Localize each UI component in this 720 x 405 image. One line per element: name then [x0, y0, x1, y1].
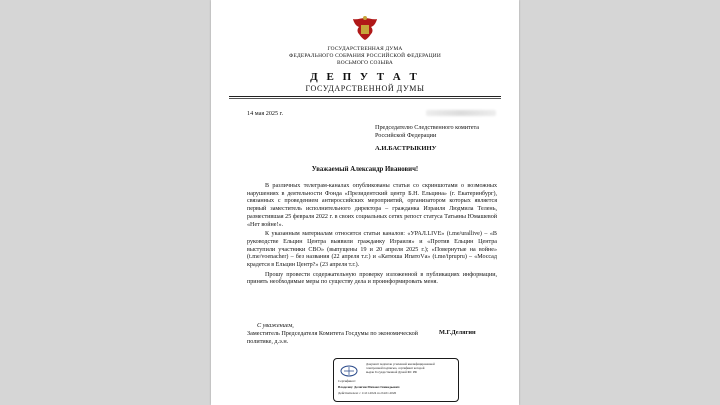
- header-divider: [229, 96, 501, 97]
- esign-line: электронной подписью, сертификат которой: [366, 366, 425, 370]
- deputy-subtitle: ГОСУДАРСТВЕННОЙ ДУМЫ: [305, 84, 425, 93]
- redacted-number: [426, 110, 496, 116]
- paragraph: В различных телеграм-каналах опубликованы статьи со скриншотами о возможных нарушениях в деятельности Фонда «Президентский центр Б.Н. Ельцина» (г. Екатеринбург), связанных с проведением антироссийских мероприятий, организатором которых является первый заместитель исполнительного директора – гражданка Израиля Людмила Телень, разместившая 25 февраля 2022 г. в своих социальных сетях репост статуса Татьяны Юмашевой «Нет войне!».: [247, 183, 497, 228]
- esign-line: выдан Государственной Думой ФС РФ: [366, 370, 418, 374]
- addressee-name: А.И.БАСТРЫКИНУ: [375, 145, 437, 152]
- deputy-title: Д Е П У Т А Т: [310, 71, 420, 83]
- greeting: Уважаемый Александр Иванович!: [311, 166, 419, 173]
- letter-body: [247, 183, 497, 289]
- esign-valid: Действителен: с 11.01.2024 по 04.01.2026: [338, 391, 397, 395]
- addressee-position: Председателю Следственного комитета Российской Федерации: [375, 124, 480, 139]
- esign-owner: Владелец: Делягин Михаил Геннадьевич: [338, 385, 400, 389]
- signature-name: М.Г.Делягин: [439, 329, 476, 336]
- header-line-convocation: ВОСЬМОГО СОЗЫВА: [337, 60, 393, 66]
- letter-page: [211, 0, 519, 405]
- signature-title: Заместитель Председателя Комитета Госдумы по экономической политике, д.э.н.: [247, 330, 418, 345]
- electronic-signature-stamp: [333, 358, 459, 402]
- coat-of-arms-icon: [349, 14, 381, 42]
- esign-cert: Сертификат:: [338, 379, 356, 383]
- signature-closing: С уважением,: [257, 322, 294, 329]
- esign-line: Документ подписан усиленной квалифицированной: [366, 362, 435, 366]
- header-line-duma: ГОСУДАРСТВЕННАЯ ДУМА: [327, 46, 403, 52]
- paragraph: Прошу провести содержательную проверку изложенной в публикациях информации, принять необходимые меры по существу дела и проинформировать меня.: [247, 271, 497, 286]
- letter-date: 14 мая 2025 г.: [247, 110, 284, 117]
- signature-emblem-icon: [339, 365, 359, 377]
- paragraph: К указанным материалам относятся статьи каналов: «УРАЛ.LIVE» (t.me/urallive) – «В руководстве Ельцин Центра выявили гражданку Израиля» и «Против Ельцин Центра выступили участники СВО» (выпущены 19 и 20 апреля 2025 г.); «Повернутые на войне» (t.me/voenacher) – без названия (22 апреля т.г.) и «Катюша ИпатоVа» (t.me/iprupru) – «Моссад крадется в Ельцин Центр?» (23 апреля т.г.).: [247, 231, 497, 269]
- header-divider-thin: [229, 98, 501, 99]
- header-line-assembly: ФЕДЕРАЛЬНОГО СОБРАНИЯ РОССИЙСКОЙ ФЕДЕРАЦИИ: [289, 53, 441, 59]
